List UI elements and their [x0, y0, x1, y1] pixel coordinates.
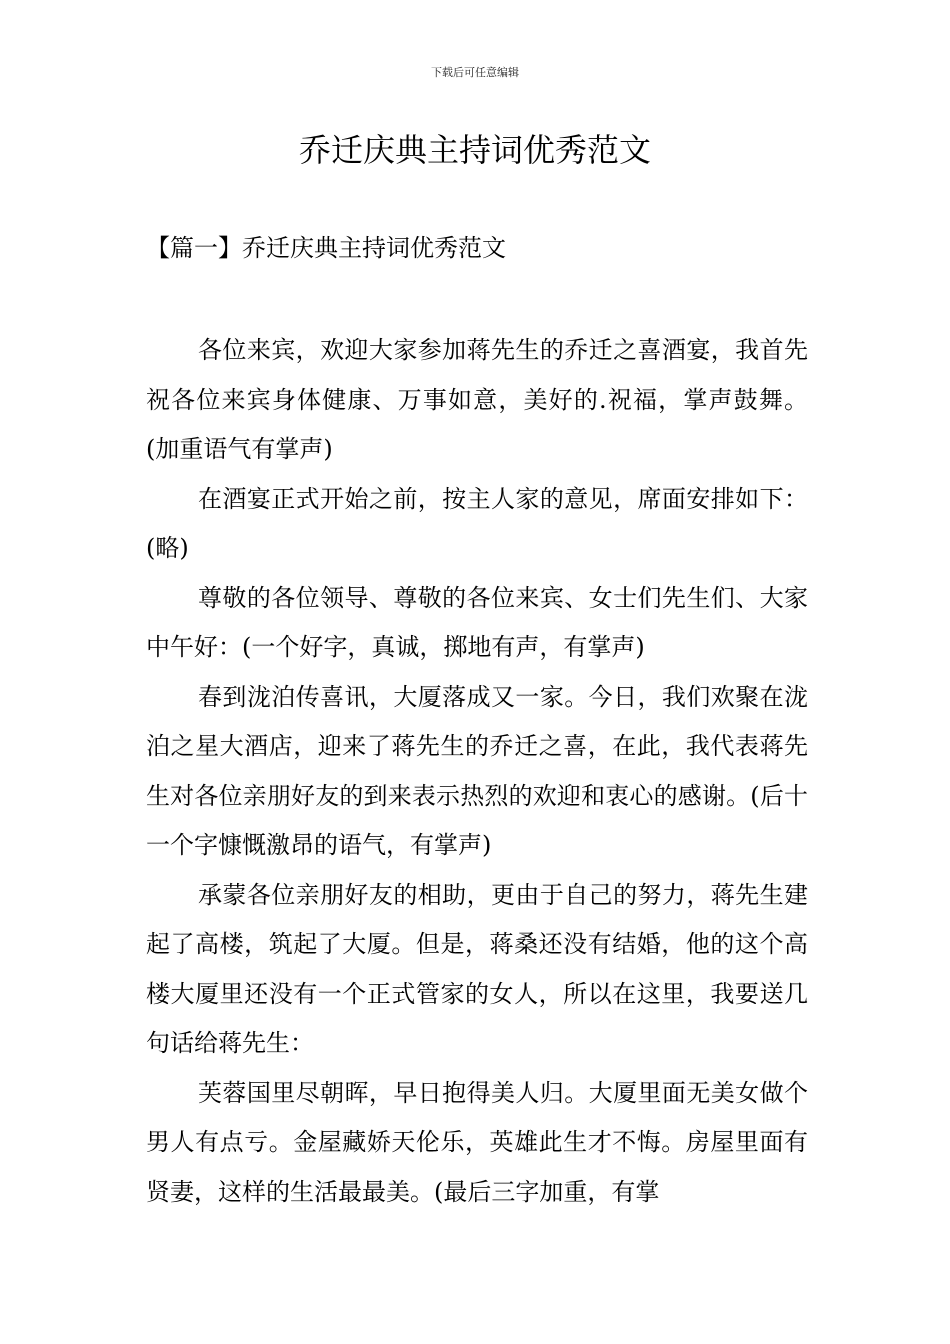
paragraph-3: 尊敬的各位领导、尊敬的各位来宾、女士们先生们、大家中午好：(一个好字，真诚，掷地有声，有掌声) — [146, 583, 808, 661]
document-title: 乔迁庆典主持词优秀范文 — [298, 131, 651, 169]
document-body — [146, 326, 808, 1217]
section-label: 篇一 — [170, 234, 218, 262]
section-heading — [146, 230, 506, 266]
paragraph-5: 承蒙各位亲朋好友的相助，更由于自己的努力，蒋先生建起了高楼，筑起了大厦。但是，蒋桑还没有结婚，他的这个高楼大厦里还没有一个正式管家的女人，所以在这里，我要送几句话给蒋先生： — [146, 880, 808, 1057]
paragraph-2: 在酒宴正式开始之前，按主人家的意见，席面安排如下：(略) — [146, 484, 808, 562]
paragraph-4: 春到泷泊传喜讯，大厦落成又一家。今日，我们欢聚在泷泊之星大酒店，迎来了蒋先生的乔迁之喜，在此，我代表蒋先生对各位亲朋好友的到来表示热烈的欢迎和衷心的感谢。(后十一个字慷慨激昂的语气，有掌声) — [146, 682, 808, 859]
paragraph-1: 各位来宾，欢迎大家参加蒋先生的乔迁之喜酒宴，我首先祝各位来宾身体健康、万事如意，美好的.祝福，掌声鼓舞。(加重语气有掌声) — [146, 336, 808, 463]
section-bracket-open: 【 — [146, 234, 170, 262]
header-note: 下载后可任意编辑 — [431, 66, 519, 79]
section-bracket-close: 】 — [218, 234, 242, 262]
section-heading-text: 乔迁庆典主持词优秀范文 — [242, 234, 506, 262]
paragraph-6: 芙蓉国里尽朝晖，早日抱得美人归。大厦里面无美女做个男人有点亏。金屋藏娇天伦乐，英雄此生才不悔。房屋里面有贤妻，这样的生活最最美。(最后三字加重，有掌 — [146, 1078, 808, 1206]
